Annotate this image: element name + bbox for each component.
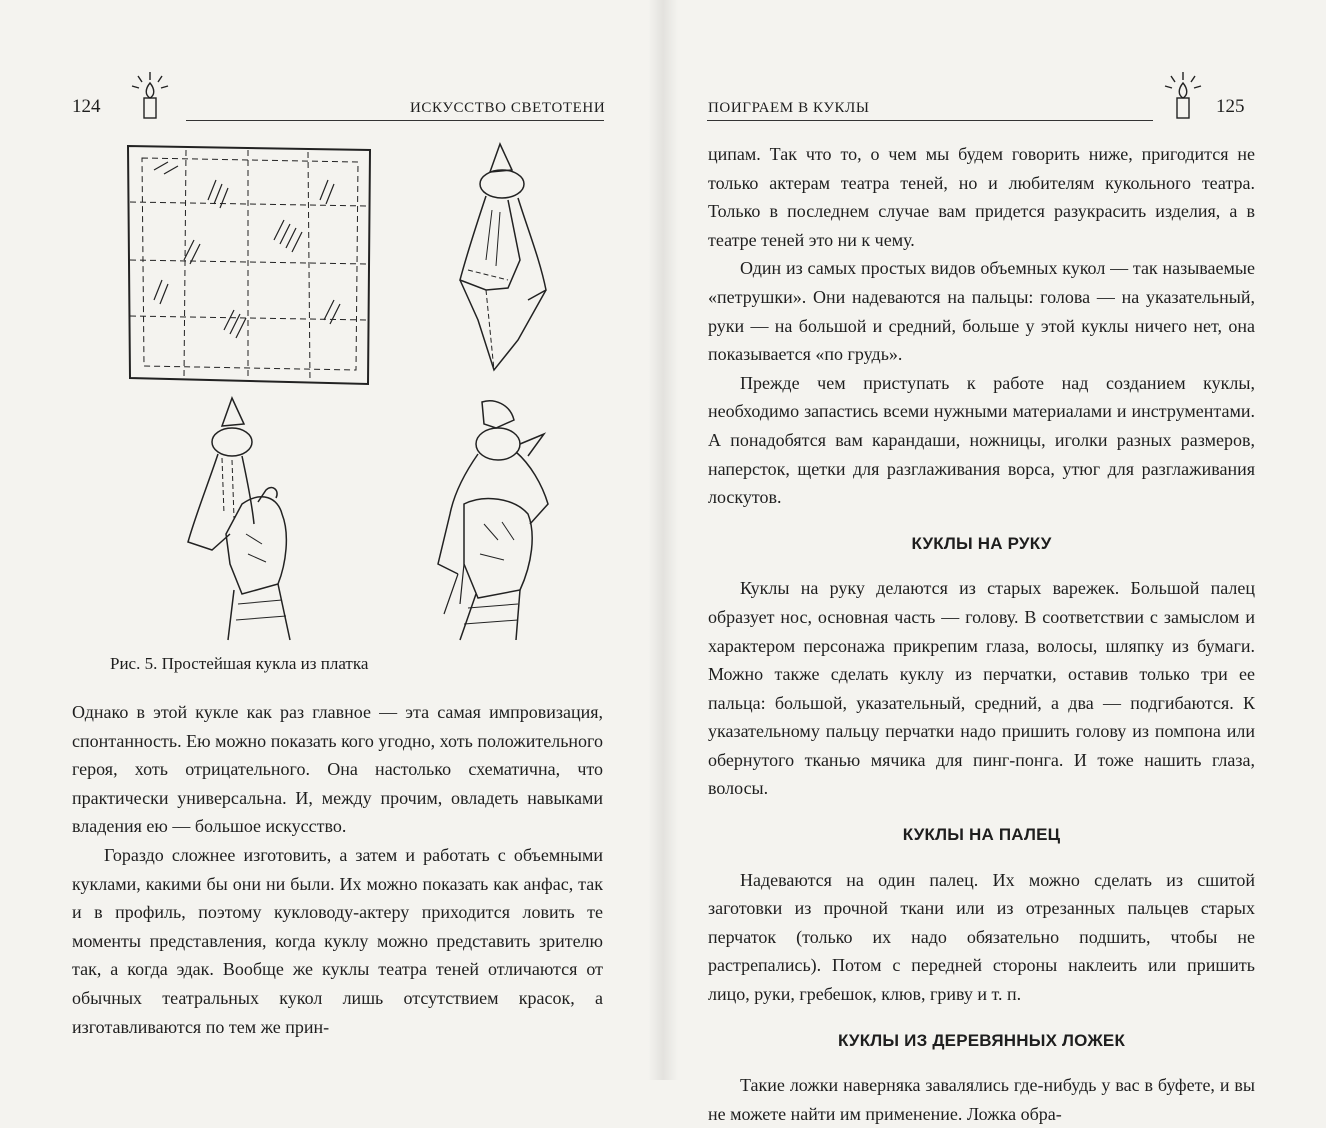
header-rule-right xyxy=(707,120,1153,121)
handkerchief-square-illustration xyxy=(124,140,374,390)
section-heading: КУКЛЫ ИЗ ДЕРЕВЯННЫХ ЛОЖЕК xyxy=(837,1030,1126,1050)
right-page-body xyxy=(708,140,1255,1128)
knotted-handkerchief-illustration xyxy=(448,140,588,390)
running-title-left: ИСКУССТВО СВЕТОТЕНИ xyxy=(410,100,606,116)
paragraph: Такие ложки наверняка завалялись где-нибудь у вас в буфете, и вы не можете найти им применение. Ложка обра- xyxy=(708,1075,1255,1124)
running-title-right: ПОИГРАЕМ В КУКЛЫ xyxy=(708,100,870,116)
page-number-right: 125 xyxy=(1216,96,1245,117)
candle-icon xyxy=(128,70,172,122)
header-rule-left xyxy=(186,120,604,121)
hand-handkerchief-puppet-illustration xyxy=(424,394,564,642)
section-heading: КУКЛЫ НА ПАЛЕЦ xyxy=(902,825,1061,845)
page-number-left: 124 xyxy=(72,96,101,117)
hand-holding-handkerchief-illustration xyxy=(182,394,322,642)
section-heading: КУКЛЫ НА РУКУ xyxy=(911,533,1052,553)
paragraph: Гораздо сложнее изготовить, а затем и работать с объемными куклами, какими бы они ни были. Их можно показать как анфас, так и в профиль, поэтому кукловоду-актеру приходится ловить те моменты представления, когда куклу можно представить зрителю так, а когда эдак. Вообще же куклы театра теней отличаются от обычных театральных кукол лишь отсутствием красок, а изготавливаются по тем же прин- xyxy=(72,844,603,1037)
left-page xyxy=(0,0,663,1080)
right-page xyxy=(663,0,1326,1124)
paragraph: Надеваются на один палец. Их можно сделать из сшитой заготовки из прочной ткани или из отрезанных пальцев старых перчаток (только их надо обязательно подшить, чтобы не растрепались). Потом с передней стороны наклеить или пришить лицо, руки, гребешок, клюв, гриву и т. п. xyxy=(708,869,1255,1005)
paragraph: ципам. Так что то, о чем мы будем говорить ниже, пригодится не только актерам театра теней, но и любителям кукольного театра. Только в последнем случае вам придется разукрасить изделия, а в театре теней это ни к чему. xyxy=(708,144,1255,250)
paragraph: Однако в этой кукле как раз главное — эта самая импровизация, спонтанность. Ею можно показать кого угодно, хоть положительного героя, хоть отрицательного. Она настолько схематична, что практически универсальна. И, между прочим, овладеть навыками владения ею — большое искусство. xyxy=(72,702,603,837)
left-page-body xyxy=(72,698,603,1041)
paragraph: Прежде чем приступать к работе над созданием куклы, необходимо запастись всеми нужными материалами и инструментами. А понадобятся вам карандаши, ножницы, иголки разных размеров, наперсток, щетки для разглаживания ворса, утюг для разглаживания лоскутов. xyxy=(708,372,1255,508)
candle-icon xyxy=(1161,70,1205,122)
paragraph: Куклы на руку делаются из старых варежек. Большой палец образует нос, основная часть — голову. В соответствии с замыслом и характером персонажа прикрепим глаза, волосы, шляпку из бумаги. Можно также сделать куклу из перчатки, оставив только три ее пальца: большой, указательный, средний, а два — подгибаются. К указательному пальцу перчатки надо пришить голову из помпона или обернутого тканью мячика для пинг-понга. И тоже нашить глаза, волосы. xyxy=(708,578,1255,799)
figure-caption: Рис. 5. Простейшая кукла из платка xyxy=(110,654,369,673)
paragraph: Один из самых простых видов объемных кукол — так называемые «петрушки». Они надеваются на пальцы: голова — на указательный, руки — на большой и средний, больше у этой куклы ничего нет, она показывается «по грудь». xyxy=(708,258,1255,365)
